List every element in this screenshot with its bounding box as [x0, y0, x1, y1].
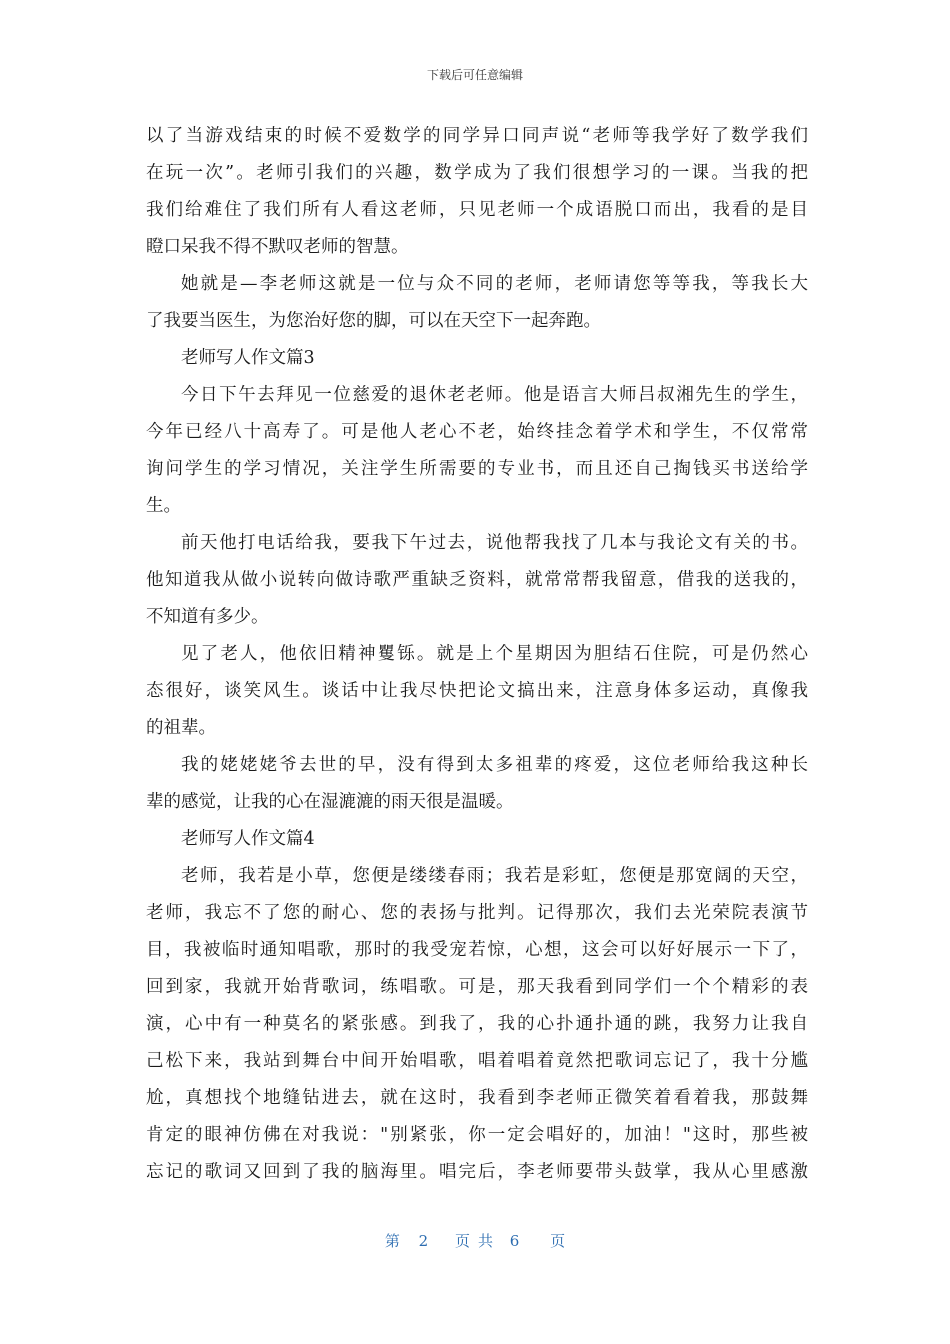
text-line: 前天他打电话给我，要我下午过去，说他帮我找了几本与我论文有关的书。 [181, 533, 808, 553]
text-line: 他知道我从做小说转向做诗歌严重缺乏资料，就常常帮我留意，借我的送我的， [146, 570, 808, 590]
footer-prefix: 第 [384, 1232, 400, 1250]
text-line: 演，心中有一种莫名的紧张感。到我了，我的心扑通扑通的跳，我努力让我自 [146, 1014, 808, 1034]
text-line: 肯定的眼神仿佛在对我说："别紧张，你一定会唱好的，加油！"这时，那些被 [146, 1125, 808, 1145]
text-line: 态很好，谈笑风生。谈话中让我尽快把论文搞出来，注意身体多运动，真像我 [146, 681, 808, 701]
text-line: 我们给难住了我们所有人看这老师，只见老师一个成语脱口而出，我看的是目 [146, 200, 808, 220]
text-line: 的祖辈。 [146, 718, 216, 738]
text-line: 目，我被临时通知唱歌，那时的我受宠若惊，心想，这会可以好好展示一下了， [146, 940, 808, 960]
page-header: 下载后可任意编辑 [426, 68, 523, 82]
text-line: 了我要当医生，为您治好您的脚，可以在天空下一起奔跑。 [146, 311, 601, 331]
text-line: 今日下午去拜见一位慈爱的退休老老师。他是语言大师吕叔湘先生的学生， [181, 385, 808, 405]
current-page-number: 2 [418, 1232, 429, 1250]
text-line: 询问学生的学习情况，关注学生所需要的专业书，而且还自己掏钱买书送给学 [146, 459, 808, 479]
footer-suffix: 页 [550, 1232, 566, 1250]
text-line: 忘记的歌词又回到了我的脑海里。唱完后，李老师要带头鼓掌，我从心里感激 [146, 1162, 808, 1182]
text-line: 回到家，我就开始背歌词，练唱歌。可是，那天我看到同学们一个个精彩的表 [146, 977, 808, 997]
text-line: 辈的感觉，让我的心在湿漉漉的雨天很是温暖。 [146, 792, 514, 812]
text-line: 我的姥姥姥爷去世的早，没有得到太多祖辈的疼爱，这位老师给我这种长 [181, 755, 808, 775]
text-line: 在玩一次”。老师引我们的兴趣，数学成为了我们很想学习的一课。当我的把 [146, 163, 808, 183]
footer-middle: 页共 [454, 1232, 501, 1250]
text-line: 她就是—李老师这就是一位与众不同的老师，老师请您等等我，等我长大 [181, 274, 808, 294]
text-line: 老师，我若是小草，您便是缕缕春雨；我若是彩虹，您便是那宽阔的天空， [181, 866, 808, 886]
text-line: 今年已经八十高寿了。可是他人老心不老，始终挂念着学术和学生，不仅常常 [146, 422, 808, 442]
text-line: 老师写人作文篇4 [181, 829, 315, 849]
document-body [146, 118, 808, 1191]
text-line: 老师，我忘不了您的耐心、您的表扬与批判。记得那次，我们去光荣院表演节 [146, 903, 808, 923]
text-line: 瞪口呆我不得不默叹老师的智慧。 [146, 237, 409, 257]
text-line: 见了老人，他依旧精神矍铄。就是上个星期因为胆结石住院，可是仍然心 [181, 644, 808, 664]
page-footer [0, 1230, 950, 1251]
text-line: 老师写人作文篇3 [181, 348, 315, 368]
text-line: 生。 [146, 496, 181, 516]
total-page-count: 6 [509, 1232, 520, 1250]
text-line: 以了当游戏结束的时候不爱数学的同学异口同声说“老师等我学好了数学我们 [146, 126, 808, 146]
text-line: 尬，真想找个地缝钻进去，就在这时，我看到李老师正微笑着看着我，那鼓舞 [146, 1088, 808, 1108]
text-line: 不知道有多少。 [146, 607, 269, 627]
text-line: 己松下来，我站到舞台中间开始唱歌，唱着唱着竟然把歌词忘记了，我十分尴 [146, 1051, 808, 1071]
